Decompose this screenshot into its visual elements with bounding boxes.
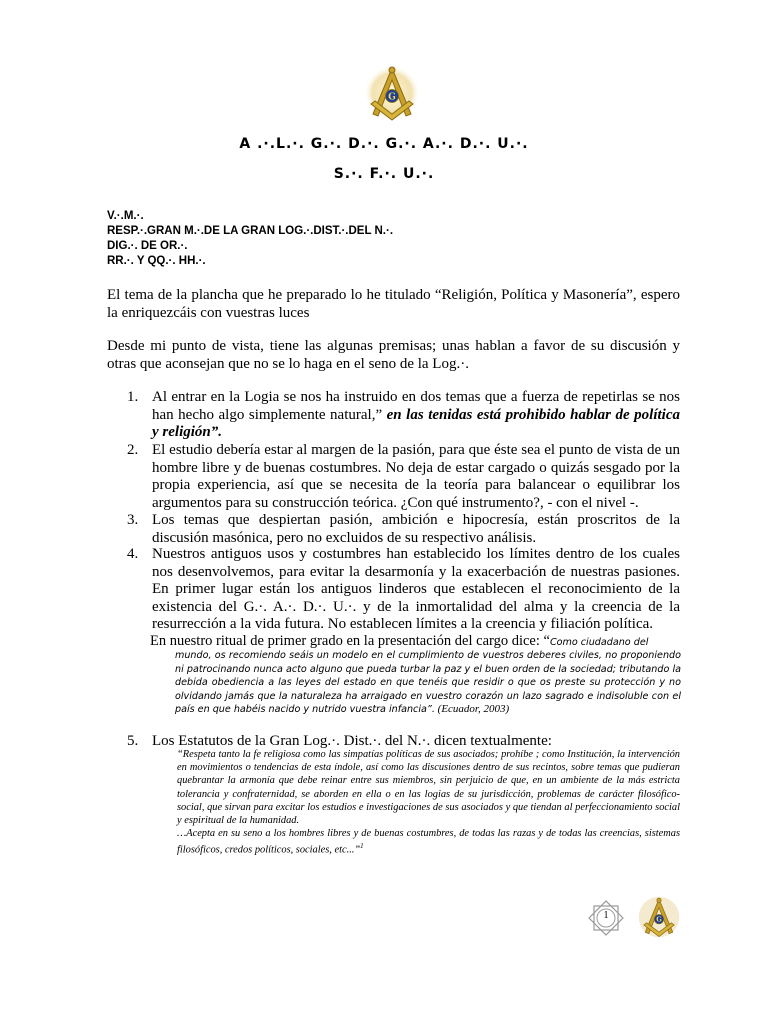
square-and-compass-icon xyxy=(363,64,421,122)
statutes-quote-text: “Respeta tanto la fe religiosa como las simpatías políticas de sus asociados; prohíbe ; como Institución, la intervención en movimientos o tendencias de esta índole, así como las discusiones dentro de sus recintos, sobre temas que pudieran quebrantar la armonía que debe reinar entre sus miembros, sin perjuicio de que, en un ambiente de la más estricta tolerancia y confraternidad, se aborden en ella o en las logias de su jurisdicción, problemas de carácter filosófico-social, que sirvan para excitar los estudios e investigaciones de sus asociados y que tiendan al perfeccionamiento social y espiritual de la humanidad. xyxy=(177,749,680,827)
page-title: A .·.L.·. G.·. D.·. G.·. A.·. D.·. U.·. xyxy=(239,136,529,152)
list-number: 1. xyxy=(127,389,139,405)
list-number: 5. xyxy=(127,733,139,749)
ritual-quote xyxy=(175,649,681,717)
statutes-quote xyxy=(177,748,680,857)
list-item xyxy=(107,442,680,512)
list-item-text: El estudio debería estar al margen de la pasión, para que éste sea el punto de vista de un hombre libre y de buenas costumbres. No deja de estar cargado o quizás sesgado por la propia experiencia, así que se necesita de la teoría para balancear o equilibrar los argumentos para su construcción teórica. ¿Con qué instrumento?, - con el nivel -. xyxy=(152,442,680,511)
footnote-mark: 1 xyxy=(360,842,364,851)
addressee-block xyxy=(107,209,393,269)
page-number: 1 xyxy=(603,910,609,921)
list-item xyxy=(107,512,680,547)
list-number: 4. xyxy=(127,546,139,562)
addressee-line: RESP.·.GRAN M.·.DE LA GRAN LOG.·.DIST.·.DEL N.·. xyxy=(107,225,394,237)
list-item-text: Los temas que despiertan pasión, ambición e hipocresía, están proscritos de la discusión masónica, pero no excluidos de su respectivo análisis. xyxy=(152,512,680,546)
intro-paragraph: El tema de la plancha que he preparado lo he titulado “Religión, Política y Masonería”, espero la enriquezcáis con vuestras luces xyxy=(107,287,680,321)
list-item-text: Al entrar en la Logia se nos ha instruido en dos temas que a fuerza de repetirlas se nos han hecho algo simplemente natural,” xyxy=(152,389,680,423)
square-and-compass-icon xyxy=(638,895,680,939)
ritual-intro-text: En nuestro ritual de primer grado en la presentación del cargo dice: “ xyxy=(150,633,550,649)
page-seal-icon xyxy=(586,898,626,938)
svg-text:G: G xyxy=(656,915,662,924)
addressee-line: V.·.M.·. xyxy=(107,210,144,222)
svg-text:G: G xyxy=(388,92,396,103)
addressee-line: RR.·. Y QQ.·. HH.·. xyxy=(107,255,206,267)
premises-paragraph: Desde mi punto de vista, tiene las algunas premisas; unas hablan a favor de su discusión y otras que aconsejan que no se lo haga en el seno de la Log.·. xyxy=(107,338,680,372)
ritual-quote-text: mundo, os recomiendo seáis un modelo en el cumplimiento de vuestros deberes civiles, no proponiendo ni patrocinando nunca acto alguno que pueda turbar la paz y el buen orden de la sociedad; tributando la debida obediencia a las leyes del estado en que tenéis que residir o que os preste su protección y no olvidando jamás que la naturaleza ha arraigado en vuestro corazón un lazo sagrado e indisoluble con el país en que habéis nacido y nutrido vuestra infancia”. xyxy=(175,650,681,716)
ritual-quote-start: Como ciudadano del xyxy=(549,637,649,648)
list-item xyxy=(107,546,680,634)
list-number: 3. xyxy=(127,512,139,528)
statutes-quote-text: …Acepta en su seno a los hombres libres y de buenas costumbres, de todas las razas y de todas las creencias, sistemas filosóficos, credos políticos, sociales, etc...” xyxy=(177,828,680,856)
list-number: 2. xyxy=(127,442,139,458)
page-subtitle: S.·. F.·. U.·. xyxy=(333,166,435,182)
list-item xyxy=(107,389,680,442)
list-item-emphasis: en las tenidas está prohibido hablar de política y religión”. xyxy=(152,406,681,440)
list-item-text: Nuestros antiguos usos y costumbres han establecido los límites dentro de los cuales nos desenvolvemos, para evitar la desarmonía y la exacerbación de nuestras pasiones. En primer lugar están los antiguos linderos que establecen el reconocimiento de la existencia del G.·. A.·. D.·. U.·. y de la inmortalidad del alma y la creencia de la resurrección a la vida futura. No establecen límites a la creencia y filiación política. xyxy=(152,546,680,632)
list-item-text: Los Estatutos de la Gran Log.·. Dist.·. del N.·. dicen textualmente: xyxy=(152,733,552,749)
ritual-reference: (Ecuador, 2003) xyxy=(434,703,510,716)
addressee-line: DIG.·. DE OR.·. xyxy=(107,240,188,252)
